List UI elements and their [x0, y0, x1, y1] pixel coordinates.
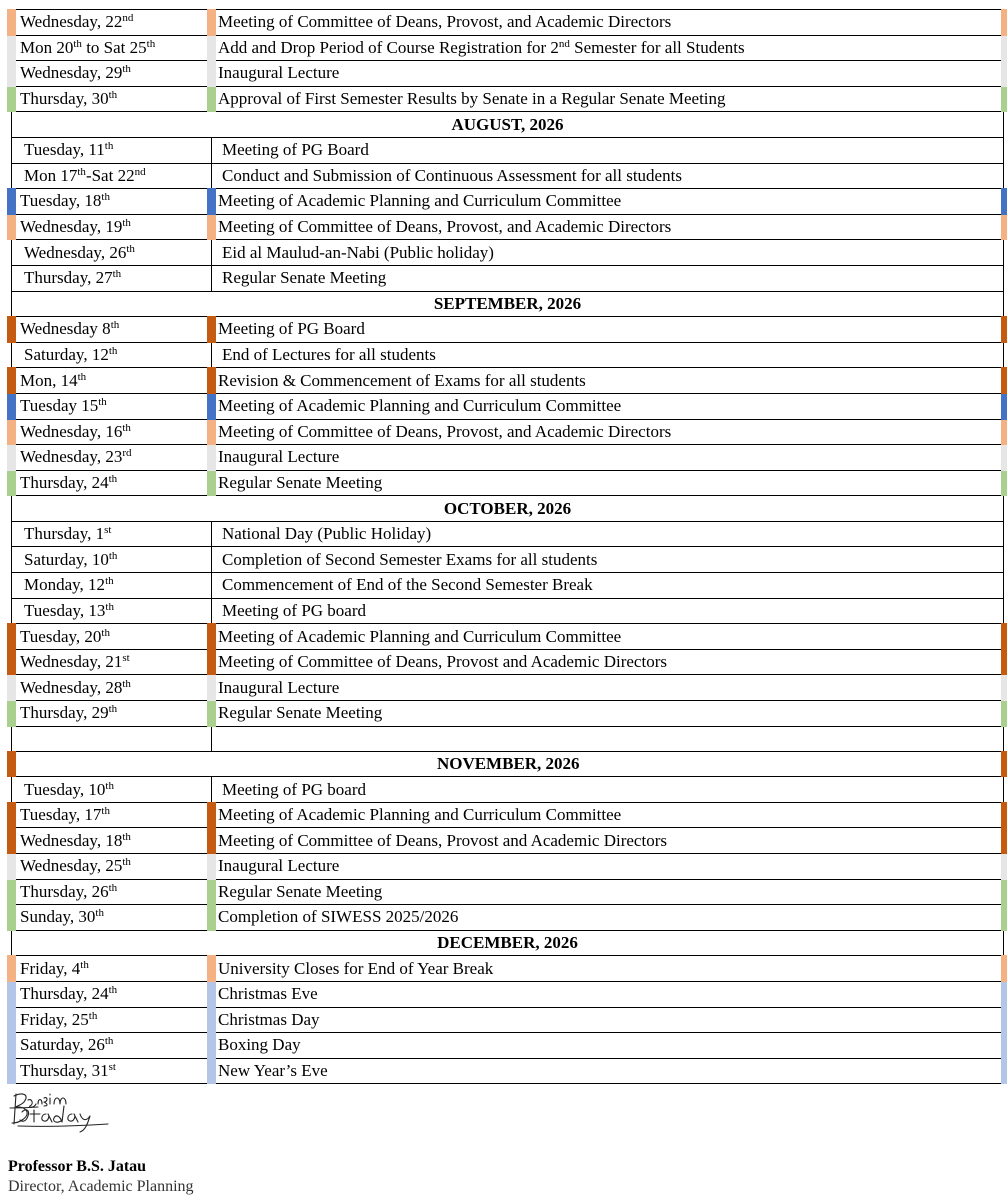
event-cell: Inaugural Lecture [212, 61, 1004, 87]
date-cell: Friday, 25th [12, 1007, 212, 1033]
event-cell: Commencement of End of the Second Semester Break [212, 573, 1004, 599]
table-row [12, 854, 1004, 880]
date-cell: Tuesday, 13th [12, 598, 212, 624]
month-header: SEPTEMBER, 2026 [12, 291, 1004, 317]
table-row [12, 393, 1004, 419]
table-row [12, 61, 1004, 87]
date-cell: Tuesday 15th [12, 393, 212, 419]
event-cell: Eid al Maulud-an-Nabi (Public holiday) [212, 240, 1004, 266]
date-cell: Wednesday 8th [12, 317, 212, 343]
table-row [12, 368, 1004, 394]
month-header-row [12, 751, 1004, 777]
event-cell: Meeting of PG Board [212, 137, 1004, 163]
table-row [12, 649, 1004, 675]
blank-cell [212, 726, 1004, 751]
event-cell: Meeting of Committee of Deans, Provost, and Academic Directors [212, 419, 1004, 445]
table-row [12, 879, 1004, 905]
date-cell: Thursday, 26th [12, 879, 212, 905]
table-row [12, 905, 1004, 931]
event-cell: Meeting of Academic Planning and Curriculum Committee [212, 393, 1004, 419]
date-cell: Thursday, 30th [12, 86, 212, 112]
date-cell: Monday, 12th [12, 573, 212, 599]
table-row [12, 265, 1004, 291]
event-cell: Christmas Day [212, 1007, 1004, 1033]
date-cell: Tuesday, 10th [12, 777, 212, 803]
date-cell: Tuesday, 11th [12, 137, 212, 163]
table-row [12, 828, 1004, 854]
table-row [12, 1058, 1004, 1084]
date-cell: Wednesday, 18th [12, 828, 212, 854]
table-row [12, 342, 1004, 368]
table-row [12, 956, 1004, 982]
event-cell: National Day (Public Holiday) [212, 521, 1004, 547]
table-row [12, 573, 1004, 599]
date-cell: Sunday, 30th [12, 905, 212, 931]
event-cell: Meeting of Academic Planning and Curriculum Committee [212, 624, 1004, 650]
table-row [12, 419, 1004, 445]
event-cell: Conduct and Submission of Continuous Assessment for all students [212, 163, 1004, 189]
date-cell: Mon 17th-Sat 22nd [12, 163, 212, 189]
event-cell: Inaugural Lecture [212, 445, 1004, 471]
event-cell: Christmas Eve [212, 981, 1004, 1007]
date-cell: Thursday, 27th [12, 265, 212, 291]
signer-title: Director, Academic Planning [8, 1178, 194, 1195]
date-cell: Saturday, 26th [12, 1033, 212, 1059]
event-cell: New Year’s Eve [212, 1058, 1004, 1084]
date-cell: Thursday, 31st [12, 1058, 212, 1084]
event-cell: Meeting of PG board [212, 598, 1004, 624]
table-row [12, 86, 1004, 112]
event-cell: Completion of SIWESS 2025/2026 [212, 905, 1004, 931]
event-cell: Completion of Second Semester Exams for all students [212, 547, 1004, 573]
table-row [12, 675, 1004, 701]
date-cell: Saturday, 10th [12, 547, 212, 573]
month-header: OCTOBER, 2026 [12, 496, 1004, 522]
date-cell: Mon 20th to Sat 25th [12, 35, 212, 61]
event-cell: Add and Drop Period of Course Registration for 2nd Semester for all Students [212, 35, 1004, 61]
event-cell: End of Lectures for all students [212, 342, 1004, 368]
table-row [12, 981, 1004, 1007]
table-row [12, 1033, 1004, 1059]
event-cell: Regular Senate Meeting [212, 701, 1004, 727]
table-row [12, 317, 1004, 343]
table-row [12, 10, 1004, 36]
month-header: NOVEMBER, 2026 [12, 751, 1004, 777]
table-row [12, 598, 1004, 624]
table-row [12, 701, 1004, 727]
table-row [12, 802, 1004, 828]
table-row [12, 521, 1004, 547]
date-cell: Wednesday, 26th [12, 240, 212, 266]
month-header-row [12, 112, 1004, 138]
date-cell: Thursday, 1st [12, 521, 212, 547]
date-cell: Saturday, 12th [12, 342, 212, 368]
date-cell: Tuesday, 20th [12, 624, 212, 650]
event-cell: Meeting of Academic Planning and Curriculum Committee [212, 802, 1004, 828]
table-row [12, 189, 1004, 215]
month-header-row [12, 496, 1004, 522]
date-cell: Tuesday, 18th [12, 189, 212, 215]
event-cell: University Closes for End of Year Break [212, 956, 1004, 982]
date-cell: Wednesday, 21st [12, 649, 212, 675]
event-cell: Meeting of Committee of Deans, Provost, and Academic Directors [212, 10, 1004, 36]
table-row [12, 777, 1004, 803]
event-cell: Meeting of Academic Planning and Curriculum Committee [212, 189, 1004, 215]
academic-calendar-table [7, 9, 1007, 1084]
signature-text [0, 0, 1, 1]
table-row [12, 214, 1004, 240]
event-cell: Regular Senate Meeting [212, 265, 1004, 291]
event-cell: Regular Senate Meeting [212, 879, 1004, 905]
table-row [12, 137, 1004, 163]
calendar-body [12, 10, 1004, 1084]
month-header-row [12, 291, 1004, 317]
event-cell: Inaugural Lecture [212, 854, 1004, 880]
date-cell: Thursday, 29th [12, 701, 212, 727]
event-cell: Regular Senate Meeting [212, 470, 1004, 496]
event-cell: Meeting of Committee of Deans, Provost and Academic Directors [212, 649, 1004, 675]
table-row [12, 547, 1004, 573]
date-cell: Thursday, 24th [12, 470, 212, 496]
date-cell: Wednesday, 19th [12, 214, 212, 240]
date-cell: Wednesday, 23rd [12, 445, 212, 471]
date-cell: Thursday, 24th [12, 981, 212, 1007]
event-cell: Revision & Commencement of Exams for all students [212, 368, 1004, 394]
event-cell: Approval of First Semester Results by Senate in a Regular Senate Meeting [212, 86, 1004, 112]
table-row [12, 35, 1004, 61]
table-row [12, 1007, 1004, 1033]
table-row [12, 240, 1004, 266]
signature-image [8, 1086, 138, 1132]
event-cell: Boxing Day [212, 1033, 1004, 1059]
table-row [12, 624, 1004, 650]
month-header: AUGUST, 2026 [12, 112, 1004, 138]
event-cell: Meeting of Committee of Deans, Provost, and Academic Directors [212, 214, 1004, 240]
blank-row [12, 726, 1004, 751]
table-row [12, 163, 1004, 189]
date-cell: Wednesday, 22nd [12, 10, 212, 36]
date-cell: Friday, 4th [12, 956, 212, 982]
signer-name: Professor B.S. Jatau [8, 1158, 147, 1175]
date-cell: Wednesday, 25th [12, 854, 212, 880]
date-cell: Wednesday, 16th [12, 419, 212, 445]
month-header: DECEMBER, 2026 [12, 930, 1004, 956]
date-cell: Mon, 14th [12, 368, 212, 394]
date-cell: Wednesday, 28th [12, 675, 212, 701]
blank-cell [12, 726, 212, 751]
event-cell: Meeting of Committee of Deans, Provost and Academic Directors [212, 828, 1004, 854]
event-cell: Meeting of PG Board [212, 317, 1004, 343]
date-cell: Tuesday, 17th [12, 802, 212, 828]
event-cell: Inaugural Lecture [212, 675, 1004, 701]
month-header-row [12, 930, 1004, 956]
table-row [12, 470, 1004, 496]
event-cell: Meeting of PG board [212, 777, 1004, 803]
table-row [12, 445, 1004, 471]
date-cell: Wednesday, 29th [12, 61, 212, 87]
